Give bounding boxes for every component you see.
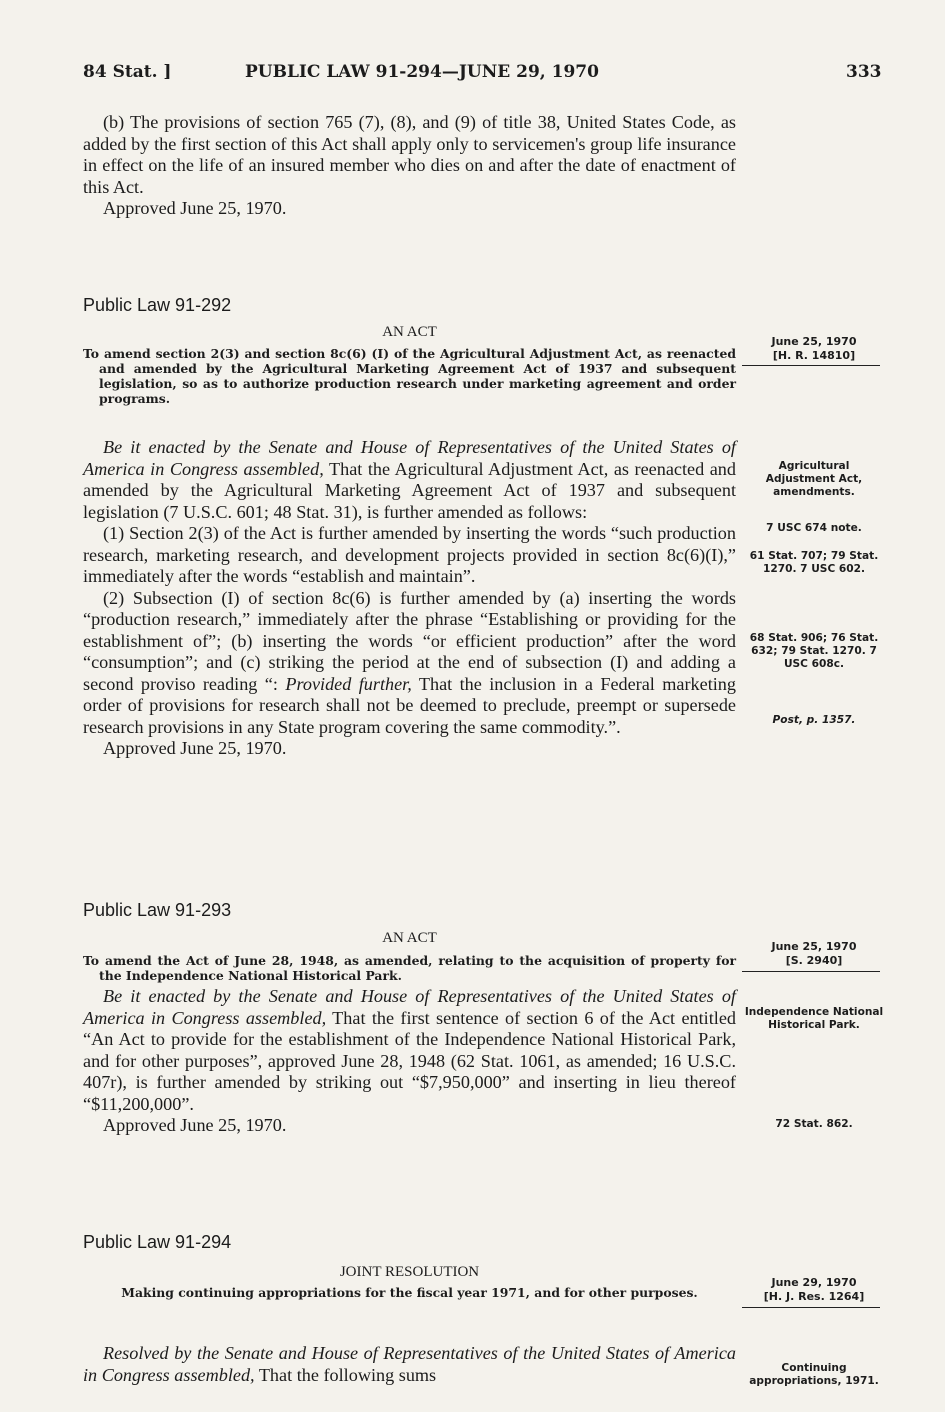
law-294-heading: JOINT RESOLUTION xyxy=(339,1264,480,1280)
law-292-date-block xyxy=(750,335,878,363)
law-293-bill-number: [S. 2940] xyxy=(785,954,843,967)
law-292-item-2-part1: (2) Subsection (I) of section 8c(6) is further amended by (a) inserting the words “production research,” immediately after the phrase “Establishing or providing for the establishment of”; (b) inserting the words “or efficient production” after the word “consumption”; and (c) striking the period at the end of subsection (I) and adding a second proviso reading “: xyxy=(83,587,736,694)
law-292-description-text: To amend section 2(3) and section 8c(6) (I) of the Agricultural Adjustment Act, as reenacted and amended by the Agricultural Marketing Agreement Act of 1937 and subsequent legislation, so as to authorize production research under marketing agreement and order programs. xyxy=(83,346,736,406)
intro-section xyxy=(83,112,736,220)
law-292-body xyxy=(83,437,736,760)
law-293-note-stat: 72 Stat. 862. xyxy=(775,1118,853,1130)
law-293-enacting-clause xyxy=(83,986,736,1115)
law-294-resolving-clause xyxy=(83,1343,736,1386)
law-292-enacting-text: That the Agricultural Adjustment Act, as reenacted and amended by the Agricultural Marketing Agreement Act of 1937 and subsequent legislation (7 U.S.C. 601; 48 Stat. 31), is further amended as follows: xyxy=(83,458,736,522)
law-294-resolving-text: That the following sums xyxy=(254,1364,437,1385)
law-294-description: Making continuing appropriations for the fiscal year 1971, and for other purposes. xyxy=(121,1285,698,1300)
law-293-description-text: To amend the Act of June 28, 1948, as amended, relating to the acquisition of property for the Independence National Historical Park. xyxy=(83,953,736,983)
law-292-note-stat-2: 68 Stat. 906; 76 Stat. 632; 79 Stat. 1270. 7 USC 608c. xyxy=(749,632,879,670)
law-292-enacting-italic: Be it enacted by the Senate and House of Representatives of the United States of America in Congress assembled, xyxy=(83,437,736,479)
intro-approved: Approved June 25, 1970. xyxy=(103,198,287,218)
law-294-note-continuing: Continuing appropriations, 1971. xyxy=(749,1362,879,1387)
law-294-title: Public Law 91-294 xyxy=(83,1232,232,1252)
law-293-approved: Approved June 25, 1970. xyxy=(103,1115,287,1135)
law-293-enacting-text: That the first sentence of section 6 of the Act entitled “An Act to provide for the establishment of the Independence National Historical Park, and for other purposes”, approved June 28, 1948 (62 Stat. 1061, as amended; 16 U.S.C. 407r), is further amended by striking out “$7,950,000” and inserting in lieu thereof “$11,200,000”. xyxy=(83,1007,736,1114)
law-292-item-1: (1) Section 2(3) of the Act is further amended by inserting the words “such production research, marketing research, and development projects provided in section 8c(6)(I),” immediately after the words “establish and maintain”. xyxy=(83,523,736,586)
law-292-enacting-clause xyxy=(83,437,736,523)
law-294-body xyxy=(83,1343,736,1386)
law-293-heading: AN ACT xyxy=(382,930,437,946)
law-293-enacting-italic: Be it enacted by the Senate and House of Representatives of the United States of America in Congress assembled, xyxy=(83,986,736,1028)
law-292-divider xyxy=(742,365,880,366)
law-292-item-2 xyxy=(83,588,736,739)
page-number: 333 xyxy=(846,62,882,82)
law-294-date: June 29, 1970 xyxy=(771,1276,857,1289)
law-294-date-block xyxy=(750,1276,878,1304)
law-292-item-2-proviso: Provided further, xyxy=(285,673,412,694)
law-293-description xyxy=(83,953,736,983)
law-292-bill-number: [H. R. 14810] xyxy=(772,349,856,362)
law-292-heading: AN ACT xyxy=(382,324,437,340)
law-292-note-stat-1: 61 Stat. 707; 79 Stat. 1270. 7 USC 602. xyxy=(749,550,879,575)
header-title: PUBLIC LAW 91-294—JUNE 29, 1970 xyxy=(245,62,599,82)
law-292-description xyxy=(83,346,736,406)
law-293-body xyxy=(83,986,736,1137)
law-293-divider xyxy=(742,971,880,972)
law-294-resolving-italic: Resolved by the Senate and House of Representatives of the United States of America in Congress assembled, xyxy=(83,1343,736,1385)
law-293-title: Public Law 91-293 xyxy=(83,900,232,920)
law-292-item-2-part2: That the inclusion in a Federal marketing order of provisions for research shall not be deemed to preclude, preempt or supersede research provisions in any State program covering the same commodity.”. xyxy=(83,673,736,737)
law-292-note-amendments: Agricultural Adjustment Act, amendments. xyxy=(765,460,863,498)
law-292-title: Public Law 91-292 xyxy=(83,295,232,315)
law-292-note-usc: 7 USC 674 note. xyxy=(766,522,862,534)
law-293-note-park: Independence National Historical Park. xyxy=(744,1006,884,1031)
law-292-approved: Approved June 25, 1970. xyxy=(103,738,287,758)
header-stat-ref: 84 Stat. ] xyxy=(83,62,172,82)
law-292-note-post: Post, p. 1357. xyxy=(772,714,856,726)
law-293-date-block xyxy=(750,940,878,968)
law-293-date: June 25, 1970 xyxy=(771,940,857,953)
law-294-divider xyxy=(742,1307,880,1308)
law-292-date: June 25, 1970 xyxy=(771,335,857,348)
intro-paragraph: (b) The provisions of section 765 (7), (8), and (9) of title 38, United States Code, as added by the first section of this Act shall apply only to servicemen's group life insurance in effect on the life of an insured member who dies on and after the date of enactment of this Act. xyxy=(83,112,736,197)
law-294-bill-number: [H. J. Res. 1264] xyxy=(763,1290,865,1303)
